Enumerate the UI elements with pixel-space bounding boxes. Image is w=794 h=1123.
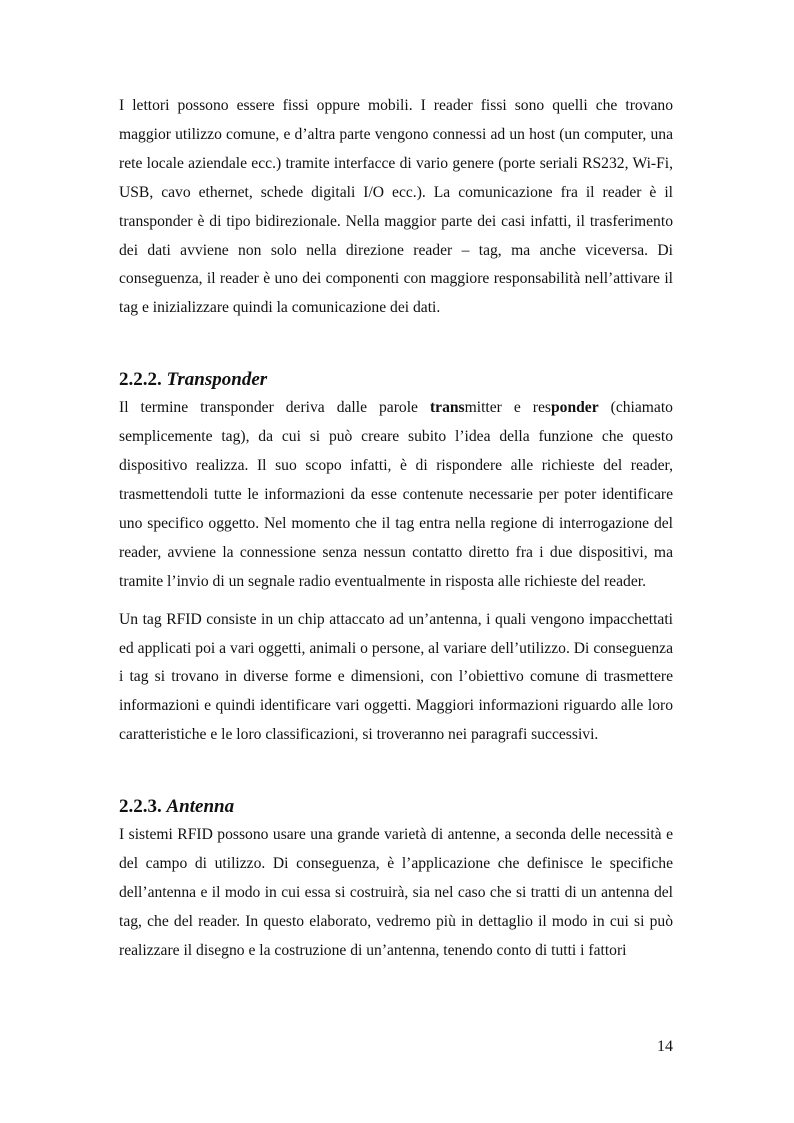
document-page: [119, 92, 673, 966]
text-run: (chiamato semplicemente tag), da cui si può creare subito l’idea della funzione che questo dispositivo realizza. Il suo scopo infatti, è di rispondere alle richieste del reader, trasmettendoli tutte le informazioni da esse contenute necessarie per poter identificare uno specifico oggetto. Nel momento che il tag entra nella regione di interrogazione del reader, avviene la connessione senza nessun contatto diretto fra i due dispositivi, ma tramite l’invio di un segnale radio eventualmente in risposta alle richieste del reader.: [119, 399, 673, 590]
section-heading-antenna: [119, 795, 673, 819]
text-run: Il termine transponder deriva dalle parole: [119, 399, 430, 417]
transponder-paragraph-2: Un tag RFID consiste in un chip attaccato ad un’antenna, i quali vengono impacchettati ed applicati poi a vari oggetti, animali o persone, al variare dell’utilizzo. Di conseguenza i tag si trovano in diverse forme e dimensioni, con l’obiettivo comune di trasmettere informazioni e quindi identificare vari oggetti. Maggiori informazioni riguardo alle loro caratteristiche e le loro classificazioni, si troveranno nei paragrafi successivi.: [119, 610, 673, 744]
bold-text-run: ponder: [550, 399, 599, 417]
transponder-paragraph-1: [119, 394, 673, 596]
text-run: mitter e res: [464, 399, 551, 417]
section-number: 2.2.2.: [119, 369, 162, 391]
section-number: 2.2.3.: [119, 796, 162, 818]
page-number: 14: [657, 1038, 673, 1055]
section-title: Antenna: [166, 796, 235, 818]
bold-text-run: trans: [429, 399, 465, 417]
section-heading-transponder: [119, 368, 673, 392]
antenna-paragraph-1: I sistemi RFID possono usare una grande varietà di antenne, a seconda delle necessità e del campo di utilizzo. Di conseguenza, è l’applicazione che definisce le specifiche dell’antenna e il modo in cui essa si costruirà, sia nel caso che si tratti di un antenna del tag, che del reader. In questo elaborato, vedremo più in dettaglio il modo in cui si può realizzare il disegno e la costruzione di un’antenna, tenendo conto di tutti i fattori: [119, 826, 673, 959]
intro-paragraph: I lettori possono essere fissi oppure mobili. I reader fissi sono quelli che trovano maggior utilizzo comune, e d’altra parte vengono connessi ad un host (un computer, una rete locale aziendale ecc.) tramite interfacce di vario genere (porte seriali RS232, Wi-Fi, USB, cavo ethernet, schede digitali I/O ecc.). La comunicazione fra il reader è il transponder è di tipo bidirezionale. Nella maggior parte dei casi infatti, il trasferimento dei dati avviene non solo nella direzione reader – tag, ma anche viceversa. Di conseguenza, il reader è uno dei componenti con maggiore responsabilità nell’attivare il tag e inizializzare quindi la comunicazione dei dati.: [119, 97, 673, 317]
section-title: Transponder: [166, 369, 268, 391]
